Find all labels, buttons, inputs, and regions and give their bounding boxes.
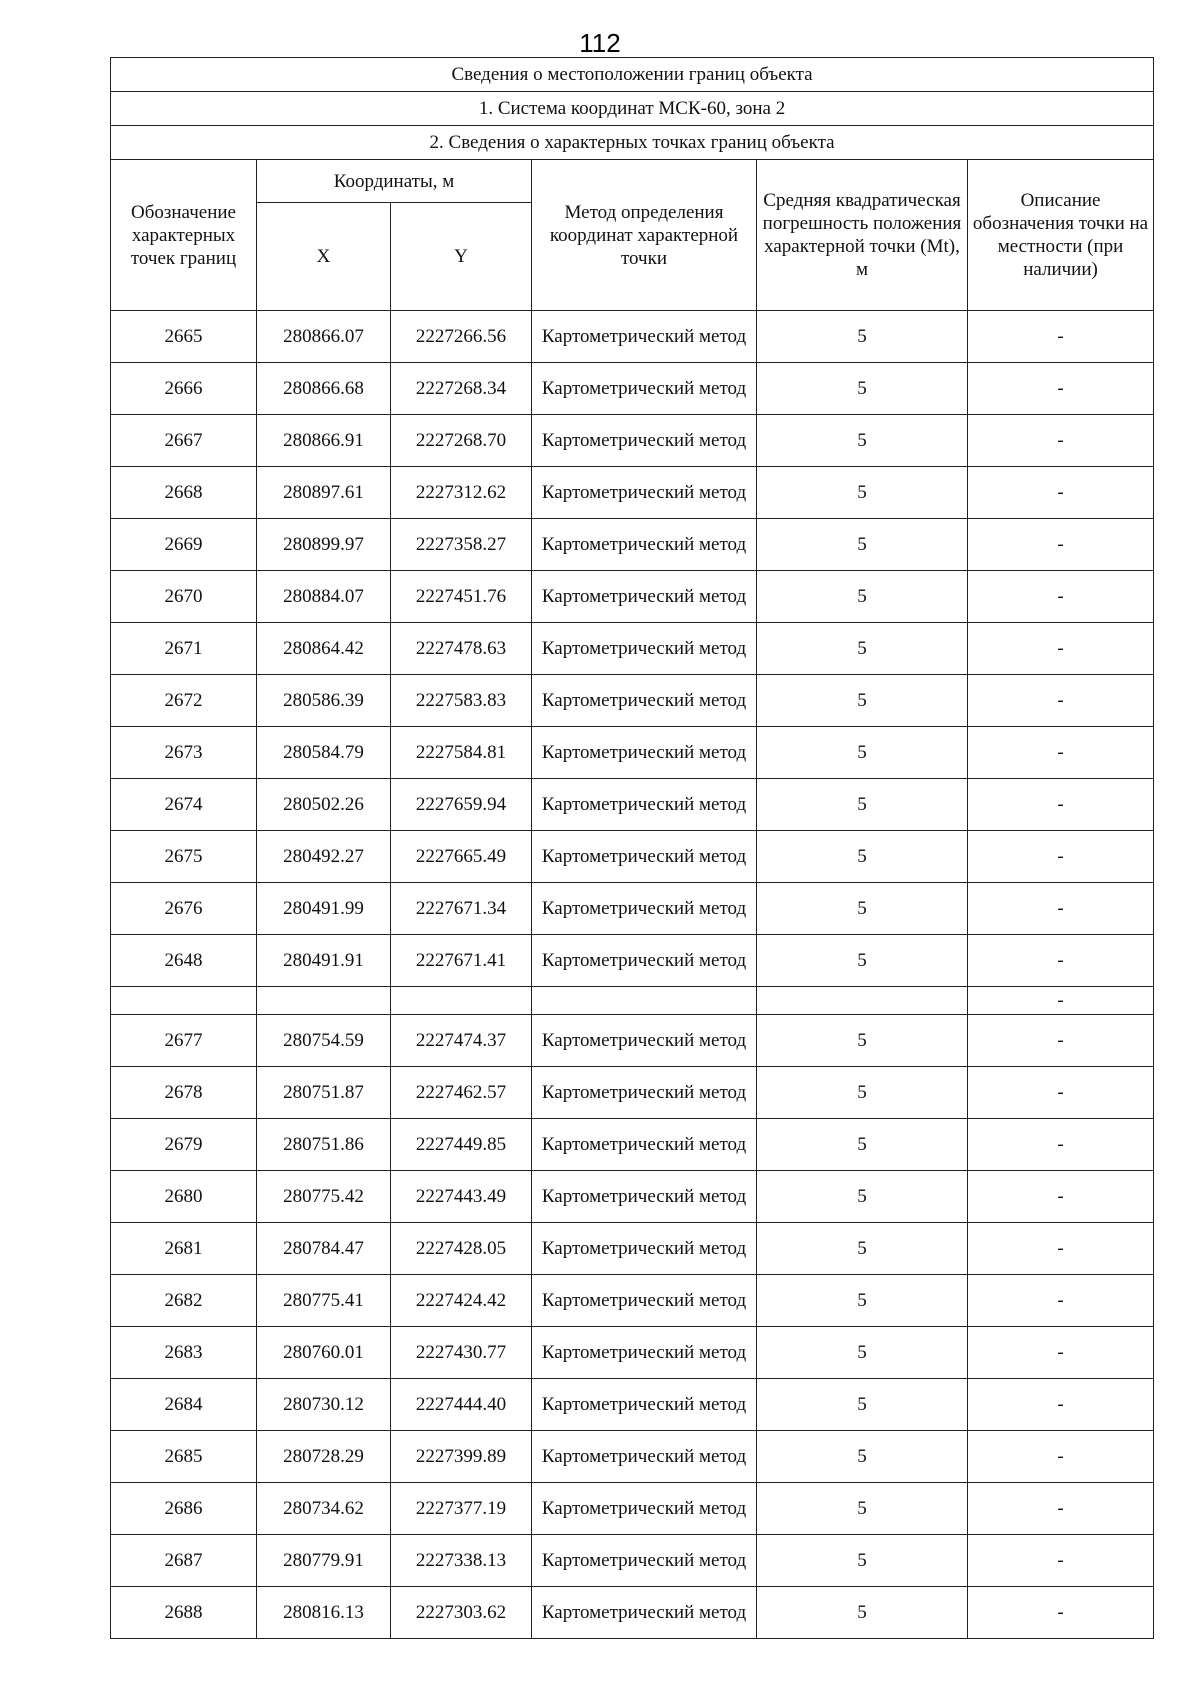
cell-x: 280779.91 [257, 1535, 391, 1587]
cell-point: 2670 [111, 571, 257, 623]
cell-error: 5 [757, 623, 968, 675]
cell-point: 2671 [111, 623, 257, 675]
cell-method: Картометрический метод [532, 1535, 757, 1587]
table-row [111, 623, 1154, 675]
table-row [111, 1015, 1154, 1067]
cell-point: 2672 [111, 675, 257, 727]
cell-y: 2227451.76 [391, 571, 532, 623]
cell-error: 5 [757, 1275, 968, 1327]
cell-point: 2679 [111, 1119, 257, 1171]
cell-point: 2683 [111, 1327, 257, 1379]
table-row [111, 415, 1154, 467]
table-row-empty [111, 987, 1154, 1015]
cell-x: 280754.59 [257, 1015, 391, 1067]
table-row [111, 1327, 1154, 1379]
cell-point: 2669 [111, 519, 257, 571]
cell-x: 280584.79 [257, 727, 391, 779]
cell-point: 2677 [111, 1015, 257, 1067]
table-row [111, 935, 1154, 987]
cell-error: 5 [757, 1327, 968, 1379]
page-number: 112 [579, 28, 621, 58]
cell-description: - [968, 415, 1154, 467]
header-description: Описание обозначения точки на местности (при наличии) [968, 160, 1154, 311]
cell-method: Картометрический метод [532, 1171, 757, 1223]
cell-error: 5 [757, 1535, 968, 1587]
table-row [111, 1223, 1154, 1275]
cell-y: 2227671.41 [391, 935, 532, 987]
cell-method: Картометрический метод [532, 1431, 757, 1483]
cell-point: 2678 [111, 1067, 257, 1119]
cell-method: Картометрический метод [532, 1275, 757, 1327]
table-row [111, 1119, 1154, 1171]
cell-x: 280775.42 [257, 1171, 391, 1223]
cell-description: - [968, 1379, 1154, 1431]
cell-description: - [968, 1587, 1154, 1639]
cell-y: 2227377.19 [391, 1483, 532, 1535]
header-point: Обозначение характерных точек границ [111, 160, 257, 311]
cell-method: Картометрический метод [532, 1067, 757, 1119]
cell-point: 2682 [111, 1275, 257, 1327]
cell-error: 5 [757, 467, 968, 519]
table-row [111, 1483, 1154, 1535]
cell-x: 280884.07 [257, 571, 391, 623]
cell-x: 280760.01 [257, 1327, 391, 1379]
cell-y: 2227659.94 [391, 779, 532, 831]
cell-description: - [968, 1067, 1154, 1119]
cell-x: 280897.61 [257, 467, 391, 519]
cell-error: 5 [757, 1015, 968, 1067]
cell-y: 2227303.62 [391, 1587, 532, 1639]
cell-x: 280492.27 [257, 831, 391, 883]
cell-y: 2227583.83 [391, 675, 532, 727]
coordinate-system-row [111, 92, 1154, 126]
cell-description: - [968, 1171, 1154, 1223]
cell-error: 5 [757, 363, 968, 415]
cell-y: 2227428.05 [391, 1223, 532, 1275]
table-row [111, 1067, 1154, 1119]
table-row [111, 831, 1154, 883]
cell-error: 5 [757, 1067, 968, 1119]
cell-error: 5 [757, 1587, 968, 1639]
table-row [111, 727, 1154, 779]
cell-x: 280491.91 [257, 935, 391, 987]
cell-y: 2227338.13 [391, 1535, 532, 1587]
cell-description: - [968, 987, 1154, 1015]
cell-x: 280864.42 [257, 623, 391, 675]
cell-point: 2665 [111, 311, 257, 363]
cell-method: Картометрический метод [532, 831, 757, 883]
cell-method: Картометрический метод [532, 1223, 757, 1275]
cell-x: 280751.87 [257, 1067, 391, 1119]
cell-point: 2688 [111, 1587, 257, 1639]
cell-error: 5 [757, 1483, 968, 1535]
cell-error: 5 [757, 1431, 968, 1483]
cell-x: 280502.26 [257, 779, 391, 831]
header-error: Средняя квадратическая погрешность положения характерной точки (Mt), м [757, 160, 968, 311]
header-y: Y [391, 203, 532, 311]
cell-error: 5 [757, 1119, 968, 1171]
coordinate-system: 1. Система координат МСК-60, зона 2 [111, 92, 1154, 126]
table-row [111, 519, 1154, 571]
cell-method: Картометрический метод [532, 1015, 757, 1067]
table-row [111, 883, 1154, 935]
cell-point: 2674 [111, 779, 257, 831]
cell-description: - [968, 571, 1154, 623]
table-title-row [111, 58, 1154, 92]
cell-method: Картометрический метод [532, 571, 757, 623]
cell-point: 2676 [111, 883, 257, 935]
cell-error: 5 [757, 675, 968, 727]
cell-y [391, 987, 532, 1015]
cell-y: 2227474.37 [391, 1015, 532, 1067]
cell-y: 2227268.70 [391, 415, 532, 467]
cell-method: Картометрический метод [532, 883, 757, 935]
cell-error: 5 [757, 1171, 968, 1223]
table-row [111, 1535, 1154, 1587]
table-row [111, 571, 1154, 623]
cell-y: 2227665.49 [391, 831, 532, 883]
cell-error: 5 [757, 831, 968, 883]
table-row [111, 1171, 1154, 1223]
cell-error: 5 [757, 415, 968, 467]
table-title: Сведения о местоположении границ объекта [111, 58, 1154, 92]
cell-point [111, 987, 257, 1015]
cell-error [757, 987, 968, 1015]
cell-x: 280751.86 [257, 1119, 391, 1171]
cell-point: 2675 [111, 831, 257, 883]
table-row [111, 779, 1154, 831]
cell-error: 5 [757, 311, 968, 363]
cell-x: 280816.13 [257, 1587, 391, 1639]
cell-method: Картометрический метод [532, 363, 757, 415]
cell-point: 2680 [111, 1171, 257, 1223]
cell-method: Картометрический метод [532, 1587, 757, 1639]
cell-x: 280734.62 [257, 1483, 391, 1535]
cell-x: 280728.29 [257, 1431, 391, 1483]
cell-error: 5 [757, 571, 968, 623]
section-title-row [111, 126, 1154, 160]
cell-error: 5 [757, 727, 968, 779]
boundary-points-table [110, 57, 1154, 1639]
cell-description: - [968, 1483, 1154, 1535]
header-coords: Координаты, м [257, 160, 532, 203]
cell-method: Картометрический метод [532, 935, 757, 987]
cell-y: 2227358.27 [391, 519, 532, 571]
header-x: X [257, 203, 391, 311]
cell-description: - [968, 779, 1154, 831]
cell-y: 2227443.49 [391, 1171, 532, 1223]
cell-method: Картометрический метод [532, 675, 757, 727]
cell-description: - [968, 1015, 1154, 1067]
cell-description: - [968, 883, 1154, 935]
cell-method: Картометрический метод [532, 727, 757, 779]
table-row [111, 467, 1154, 519]
cell-method: Картометрический метод [532, 1379, 757, 1431]
cell-point: 2667 [111, 415, 257, 467]
table-row [111, 1587, 1154, 1639]
cell-error: 5 [757, 519, 968, 571]
cell-method: Картометрический метод [532, 623, 757, 675]
cell-method [532, 987, 757, 1015]
cell-x: 280866.07 [257, 311, 391, 363]
cell-method: Картометрический метод [532, 519, 757, 571]
cell-x [257, 987, 391, 1015]
cell-description: - [968, 623, 1154, 675]
table-row [111, 675, 1154, 727]
cell-description: - [968, 935, 1154, 987]
cell-point: 2648 [111, 935, 257, 987]
cell-y: 2227268.34 [391, 363, 532, 415]
cell-x: 280775.41 [257, 1275, 391, 1327]
cell-error: 5 [757, 883, 968, 935]
header-row-1 [111, 160, 1154, 203]
cell-description: - [968, 831, 1154, 883]
cell-method: Картометрический метод [532, 311, 757, 363]
cell-method: Картометрический метод [532, 467, 757, 519]
cell-description: - [968, 1119, 1154, 1171]
cell-y: 2227430.77 [391, 1327, 532, 1379]
cell-y: 2227312.62 [391, 467, 532, 519]
cell-description: - [968, 467, 1154, 519]
cell-description: - [968, 363, 1154, 415]
cell-method: Картометрический метод [532, 1483, 757, 1535]
table-row [111, 363, 1154, 415]
cell-y: 2227424.42 [391, 1275, 532, 1327]
cell-description: - [968, 311, 1154, 363]
cell-method: Картометрический метод [532, 415, 757, 467]
header-method: Метод определения координат характерной точки [532, 160, 757, 311]
cell-description: - [968, 519, 1154, 571]
cell-point: 2685 [111, 1431, 257, 1483]
cell-y: 2227444.40 [391, 1379, 532, 1431]
cell-x: 280784.47 [257, 1223, 391, 1275]
cell-point: 2668 [111, 467, 257, 519]
cell-y: 2227584.81 [391, 727, 532, 779]
table-row [111, 1379, 1154, 1431]
cell-x: 280866.91 [257, 415, 391, 467]
section-title: 2. Сведения о характерных точках границ объекта [111, 126, 1154, 160]
cell-description: - [968, 1223, 1154, 1275]
cell-method: Картометрический метод [532, 779, 757, 831]
cell-description: - [968, 727, 1154, 779]
table-row [111, 311, 1154, 363]
cell-y: 2227266.56 [391, 311, 532, 363]
cell-y: 2227671.34 [391, 883, 532, 935]
cell-description: - [968, 1431, 1154, 1483]
table-row [111, 1275, 1154, 1327]
table-row [111, 1431, 1154, 1483]
cell-point: 2687 [111, 1535, 257, 1587]
cell-method: Картометрический метод [532, 1327, 757, 1379]
cell-y: 2227478.63 [391, 623, 532, 675]
cell-description: - [968, 1535, 1154, 1587]
cell-error: 5 [757, 1379, 968, 1431]
cell-point: 2681 [111, 1223, 257, 1275]
cell-y: 2227449.85 [391, 1119, 532, 1171]
cell-x: 280866.68 [257, 363, 391, 415]
cell-point: 2673 [111, 727, 257, 779]
cell-x: 280730.12 [257, 1379, 391, 1431]
cell-x: 280899.97 [257, 519, 391, 571]
cell-x: 280491.99 [257, 883, 391, 935]
cell-error: 5 [757, 779, 968, 831]
cell-description: - [968, 675, 1154, 727]
cell-description: - [968, 1327, 1154, 1379]
cell-error: 5 [757, 1223, 968, 1275]
cell-x: 280586.39 [257, 675, 391, 727]
cell-y: 2227462.57 [391, 1067, 532, 1119]
cell-point: 2684 [111, 1379, 257, 1431]
cell-method: Картометрический метод [532, 1119, 757, 1171]
cell-description: - [968, 1275, 1154, 1327]
cell-y: 2227399.89 [391, 1431, 532, 1483]
cell-error: 5 [757, 935, 968, 987]
cell-point: 2686 [111, 1483, 257, 1535]
cell-point: 2666 [111, 363, 257, 415]
